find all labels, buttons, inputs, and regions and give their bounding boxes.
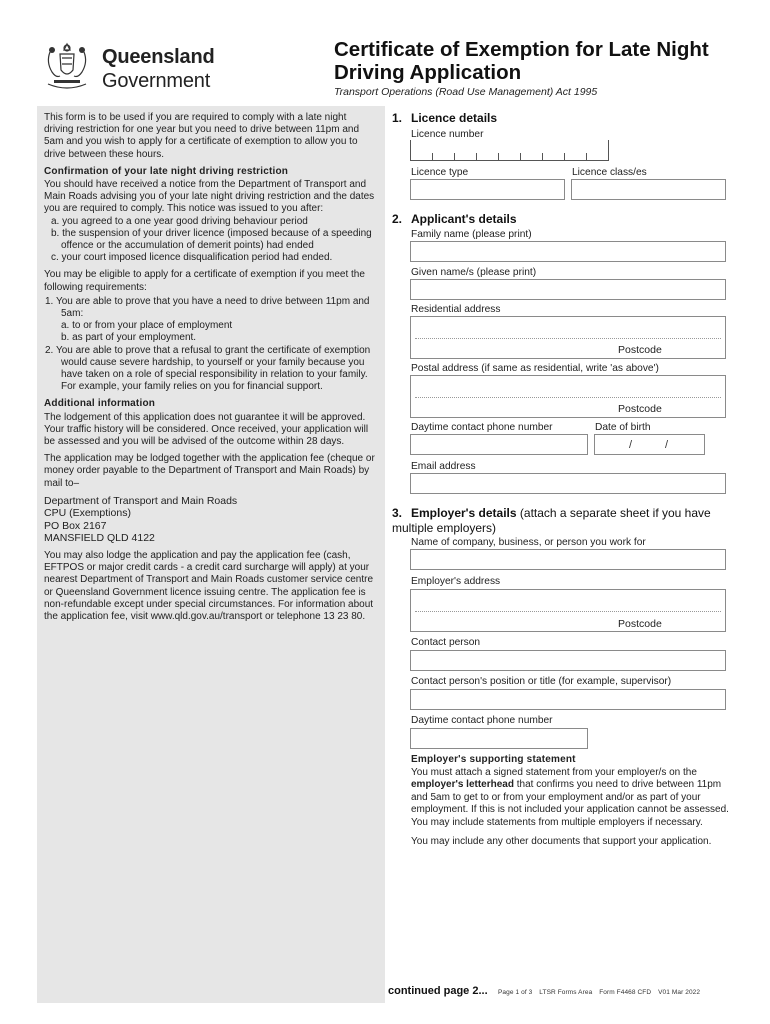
postal-postcode-label: Postcode: [618, 403, 662, 415]
employer-statement: [411, 754, 733, 848]
licence-class-label: Licence class/es: [572, 167, 647, 178]
date-of-birth-label: Date of birth: [595, 422, 651, 433]
section-applicant-details: 2. Applicant's details: [392, 212, 517, 226]
residential-address-label: Residential address: [411, 304, 501, 315]
intro-paragraph: This form is to be used if you are required to comply with a late night driving restriction for one year but you need to drive between 11pm and 5am and you wish to apply for a certificate of exemption to allow you to drive between these hours.: [44, 112, 359, 160]
form-title: Certificate of Exemption for Late Night Driving Application: [334, 38, 709, 84]
logo-text-queensland: Queensland: [102, 46, 215, 68]
forms-area: LTSR Forms Area: [539, 989, 593, 996]
given-names-input[interactable]: [410, 279, 726, 300]
licence-type-label: Licence type: [411, 167, 469, 178]
employer-phone-label: Daytime contact phone number: [411, 715, 553, 726]
list-item: b. the suspension of your driver licence (imposed because of a speeding offence or the accumulation of demerit points) had ended: [51, 227, 372, 252]
given-names-label: Given name/s (please print): [411, 267, 537, 278]
qld-coat-of-arms-icon: [40, 40, 94, 94]
information-panel: [37, 106, 385, 1003]
employer-name-label: Name of company, business, or person you work for: [411, 537, 646, 548]
form-footer-meta: [498, 989, 705, 996]
residential-postcode-label: Postcode: [618, 344, 662, 356]
section-employer-details: 3. Employer's details (attach a separate sheet if you have multiple employers): [392, 506, 711, 535]
contact-position-input[interactable]: [410, 689, 726, 710]
dob-separator: /: [629, 439, 633, 451]
page-number: Page 1 of 3: [498, 989, 533, 996]
employer-name-input[interactable]: [410, 549, 726, 570]
section-licence-details: 1. Licence details: [392, 111, 498, 125]
list-item: c. your court imposed licence disqualification period had ended.: [51, 252, 333, 264]
requirement-item: 2. You are able to prove that a refusal to grant the certificate of exemption would cause severe hardship, to yourself or your family because you have taken on a role of special responsibility in relation to your family. For example, your family relies on you for financial support.: [45, 344, 371, 393]
licence-number-input[interactable]: [410, 140, 610, 161]
licence-number-label: Licence number: [411, 129, 484, 140]
statement-heading: Employer's supporting statement: [411, 754, 576, 765]
form-version: V01 Mar 2022: [658, 989, 701, 996]
address-line: CPU (Exemptions): [44, 507, 131, 520]
postal-address-input[interactable]: [410, 375, 726, 418]
requirement-subitem: a. to or from your place of employment: [61, 320, 233, 332]
employer-phone-input[interactable]: [410, 728, 588, 749]
mail-paragraph: The application may be lodged together with the application fee (cheque or money order payable to the Department of Transport and Main Roads) by mail to–: [44, 453, 375, 489]
supporting-documents-paragraph: You may include any other documents that support your application.: [411, 835, 712, 847]
fee-paragraph: You may also lodge the application and pay the application fee (cash, EFTPOS or major credit cards - a credit card surcharge will apply) at your nearest Department of Transport and Main Roads customer service centre or Queensland Government licence issuing centre. The application fee is non-refundable except under special circumstances. For information about the application fee, visit www.qld.gov.au/transport or telephone 13 23 80.: [44, 549, 374, 622]
address-line: PO Box 2167: [44, 519, 107, 532]
licence-type-input[interactable]: [410, 179, 565, 200]
contact-person-label: Contact person: [411, 637, 481, 648]
additional-info-heading: Additional information: [44, 398, 156, 410]
qld-government-logo: [40, 40, 240, 96]
logo-text-government: Government: [102, 70, 211, 92]
requirement-item: 1. You are able to prove that you have a need to drive between 11pm and 5am:: [45, 295, 370, 320]
act-reference: Transport Operations (Road Use Management) Act 1995: [334, 86, 598, 98]
employer-address-input[interactable]: [410, 589, 726, 632]
application-form: [388, 106, 750, 1003]
eligibility-paragraph: You may be eligible to apply for a certificate of exemption if you meet the following requirements:: [44, 269, 365, 293]
applicant-phone-label: Daytime contact phone number: [411, 422, 553, 433]
continued-note: continued page 2...: [388, 985, 488, 997]
email-input[interactable]: [410, 473, 726, 494]
contact-position-label: Contact person's position or title (for example, supervisor): [411, 676, 672, 687]
address-line: Department of Transport and Main Roads: [44, 494, 238, 507]
employer-address-label: Employer's address: [411, 576, 501, 587]
email-label: Email address: [411, 461, 476, 472]
list-item: a. you agreed to a one year good driving behaviour period: [51, 215, 308, 227]
applicant-phone-input[interactable]: [410, 434, 588, 455]
mailing-address: [44, 495, 377, 545]
family-name-label: Family name (please print): [411, 229, 532, 240]
form-code: Form F4468 CFD: [599, 989, 652, 996]
address-line: MANSFIELD QLD 4122: [44, 532, 155, 545]
statement-paragraph: You must attach a signed statement from your employer/s on the employer's letterhead that confirms you need to drive between 11pm and 5am to get to or from your employment and/or as part of your employment. If this is not included your application cannot be assessed. You may include statements from multiple employers if necessary.: [411, 766, 729, 828]
family-name-input[interactable]: [410, 241, 726, 262]
dob-separator: /: [665, 439, 669, 451]
lodgement-paragraph: The lodgement of this application does not guarantee it will be approved. Your traffic history will be considered. Once received, your application will be assessed and you will be advised of the outcome within 28 days.: [44, 411, 369, 448]
contact-person-input[interactable]: [410, 650, 726, 671]
notice-paragraph: You should have received a notice from the Department of Transport and Main Roads advising you of your late night driving restriction and the dates you are required to comply. This notice was issued to you after:: [44, 179, 375, 215]
residential-address-input[interactable]: [410, 316, 726, 359]
date-of-birth-input[interactable]: [594, 434, 705, 455]
licence-class-input[interactable]: [571, 179, 726, 200]
confirmation-heading: Confirmation of your late night driving restriction: [44, 165, 289, 177]
employer-postcode-label: Postcode: [618, 618, 662, 630]
requirement-subitem: b. as part of your employment.: [61, 332, 197, 344]
postal-address-label: Postal address (if same as residential, write 'as above'): [411, 363, 659, 374]
